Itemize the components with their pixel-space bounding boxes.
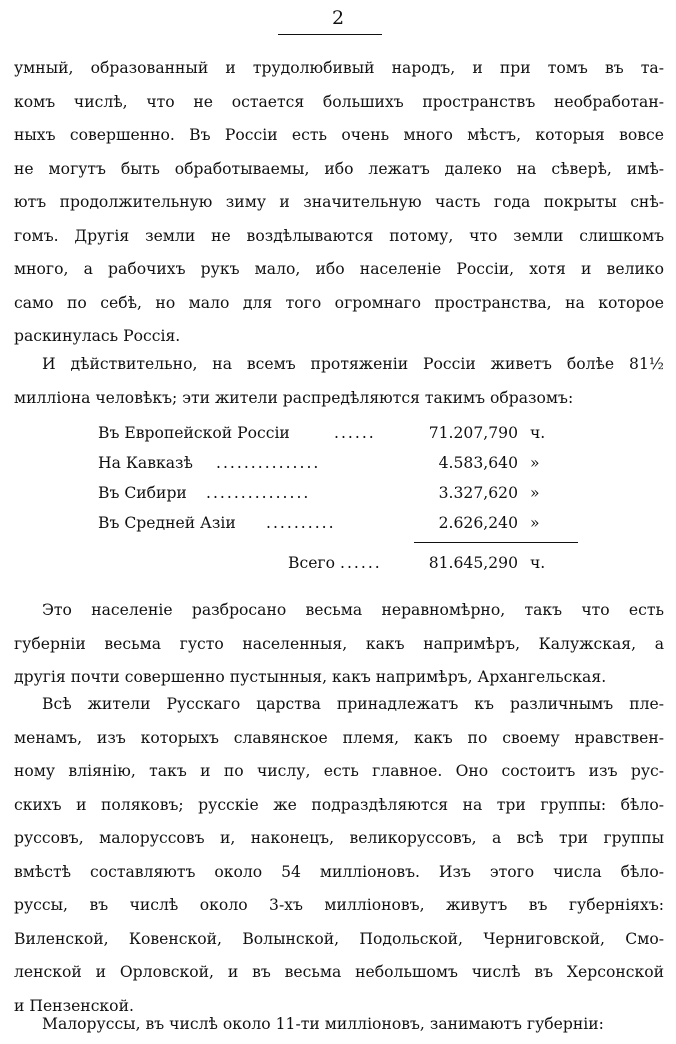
text-line: не могутъ быть обработываемы, ибо лежатъ далеко на сѣверѣ, имѣ- [14,159,664,178]
region-label: Въ Сибири [98,484,187,502]
text-line: ныхъ совершенно. Въ Россіи есть очень много мѣстъ, которыя вовсе [14,126,664,144]
dot-leaders: .......... [266,514,336,532]
text-line: другія почти совершенно пустынныя, какъ напримѣръ, Архангельская. [14,668,607,686]
text-line: менамъ, изъ которыхъ славянское племя, какъ по своему нравствен- [14,728,664,747]
population-value: 71.207,790 [428,424,518,442]
table-row [98,448,578,478]
text-line: само по себѣ, но мало для того огромнаго пространства, на которое [14,293,664,312]
text-line: скихъ и поляковъ; русскіе же подраздѣляются на три группы: бѣло- [14,795,664,814]
text-line: руссовъ, малоруссовъ и, наконецъ, великоруссовъ, а всѣ три группы [14,829,664,847]
dot-leaders: ............... [206,484,311,502]
population-value: 4.583,640 [438,454,518,472]
total-unit: ч. [530,554,546,572]
paragraph-3 [14,594,664,695]
text-line: вмѣстѣ составляютъ около 54 милліоновъ. Изъ этого числа бѣло- [14,862,664,881]
text-line: много, а рабочихъ рукъ мало, ибо населеніе Россіи, хотя и велико [14,260,664,278]
dot-leaders: ...... [334,424,376,442]
text-line: Малоруссы, въ числѣ около 11-ти милліоновъ, занимаютъ губерніи: [42,1015,604,1033]
population-table [98,418,578,572]
text-line: ленской и Орловской, и въ весьма небольшомъ числѣ въ Херсонской [14,963,664,981]
total-rule [414,542,578,543]
population-unit: » [530,484,540,502]
text-line: милліона человѣкъ; эти жители распредѣляются такимъ образомъ: [14,388,574,407]
population-unit: » [530,514,540,532]
total-label: Всего [288,554,335,572]
text-line: гомъ. Другія земли не воздѣлываются потому, что земли слишкомъ [14,226,664,245]
text-line: Это населеніе разбросано весьма неравномѣрно, такъ что есть [42,601,664,619]
dot-leaders: ...... [340,554,382,572]
population-unit: ч. [530,424,546,442]
paragraph-4 [14,688,664,1023]
paragraph-2 [14,348,664,415]
text-line: руссы, въ числѣ около 3-хъ милліоновъ, живутъ въ губерніяхъ: [14,896,664,914]
paragraph-5 [14,1008,664,1042]
text-line: губерніи весьма густо населенныя, какъ напримѣръ, Калужская, а [14,634,664,653]
table-total-row [98,548,578,578]
text-line: комъ числѣ, что не остается большихъ пространствъ необработан- [14,92,664,111]
region-label: На Кавказѣ [98,454,193,472]
table-row [98,418,578,448]
total-value: 81.645,290 [428,554,518,572]
text-line: умный, образованный и трудолюбивый народъ, и при томъ въ та- [14,59,664,77]
text-line: раскинулась Россія. [14,327,181,345]
text-line: и Пензенской. [14,996,134,1015]
table-row [98,478,578,508]
text-line: ютъ продолжительную зиму и значительную часть года покрыты снѣ- [14,193,664,211]
header-rule [278,34,382,35]
table-row [98,508,578,538]
text-line: Виленской, Ковенской, Волынской, Подольской, Черниговской, Смо- [14,929,664,948]
dot-leaders: ............... [216,454,321,472]
text-line: Всѣ жители Русскаго царства принадлежатъ къ различнымъ пле- [42,695,664,713]
region-label: Въ Европейской Россіи [98,424,290,442]
page-number: 2 [331,7,345,29]
text-line: И дѣйствительно, на всемъ протяженіи Россіи живетъ болѣе 81½ [42,355,664,373]
paragraph-1 [14,52,664,354]
text-line: ному вліянію, такъ и по числу, есть главное. Оно состоитъ изъ рус- [14,762,664,780]
region-label: Въ Средней Азіи [98,514,236,532]
population-value: 2.626,240 [438,514,518,532]
page-header [0,6,676,38]
population-value: 3.327,620 [438,484,518,502]
population-unit: » [530,454,540,472]
